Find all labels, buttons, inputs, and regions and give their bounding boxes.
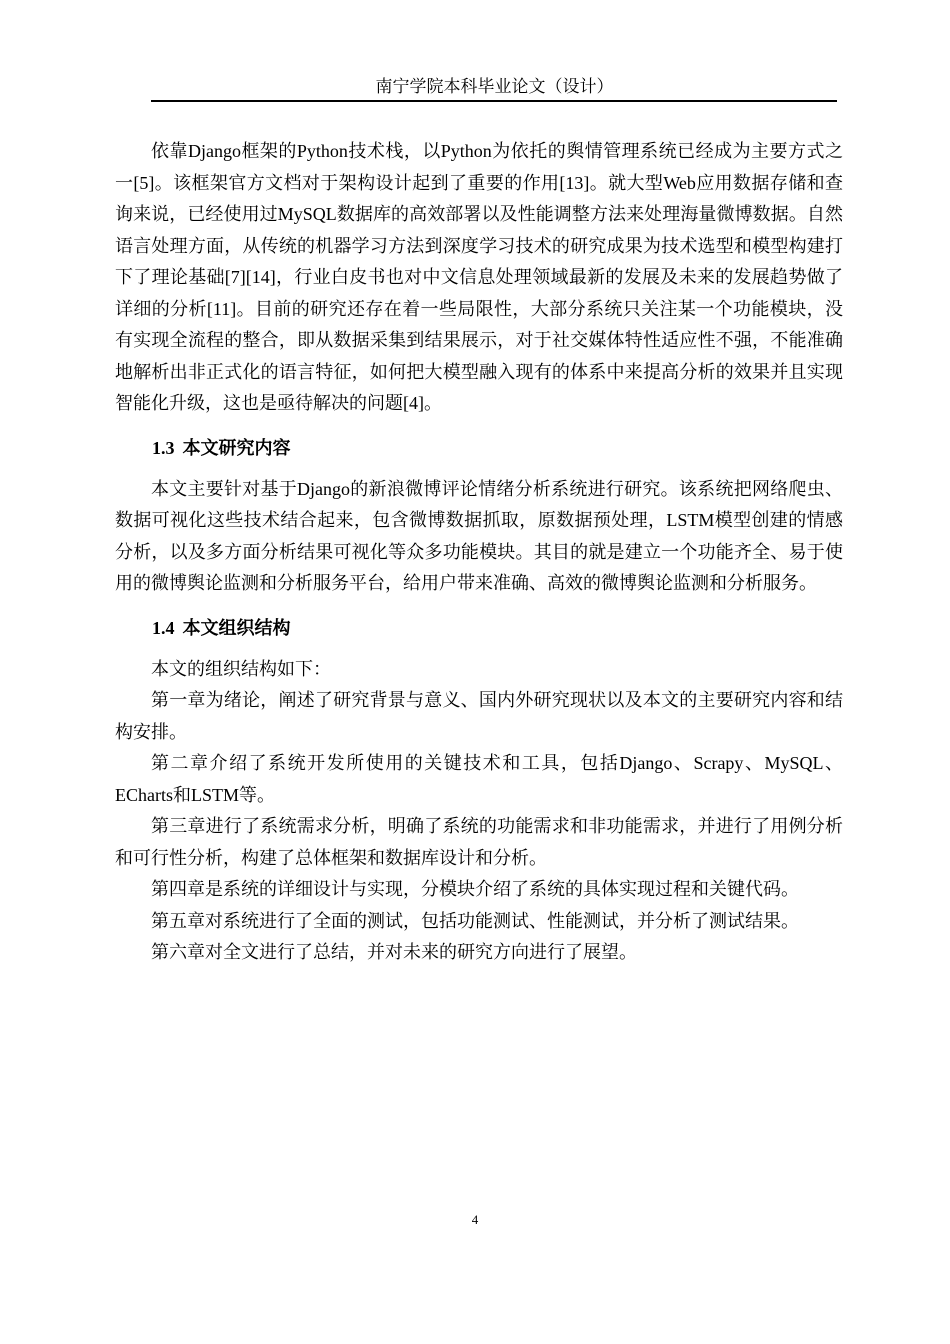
chapter-3-paragraph: 第三章进行了系统需求分析，明确了系统的功能需求和非功能需求，并进行了用例分析和可行性分析，构建了总体框架和数据库设计和分析。 [115, 816, 843, 868]
chapter-4-paragraph: 第四章是系统的详细设计与实现，分模块介绍了系统的具体实现过程和关键代码。 [151, 879, 799, 899]
chapter-2-paragraph: 第二章介绍了系统开发所使用的关键技术和工具，包括Django、Scrapy、MySQL、ECharts和LSTM等。 [115, 753, 843, 805]
section-number: 1.3 [152, 437, 175, 458]
section-heading-1-3 [115, 434, 843, 462]
chapter-6-paragraph: 第六章对全文进行了总结，并对未来的研究方向进行了展望。 [151, 942, 637, 962]
section-title: 本文研究内容 [182, 437, 291, 458]
running-header: 南宁学院本科毕业论文（设计） [375, 77, 614, 96]
header-rule [151, 100, 837, 102]
body-content [115, 136, 843, 969]
chapter-5-paragraph: 第五章对系统进行了全面的测试，包括功能测试、性能测试，并分析了测试结果。 [151, 910, 799, 931]
section-heading-1-4 [115, 614, 843, 642]
structure-intro-paragraph: 本文的组织结构如下： [151, 658, 331, 679]
section-number: 1.4 [152, 617, 175, 638]
chapter-1-paragraph: 第一章为绪论，阐述了研究背景与意义、国内外研究现状以及本文的主要研究内容和结构安排。 [115, 690, 843, 742]
page-number: 4 [471, 1212, 479, 1227]
section-title: 本文组织结构 [182, 617, 291, 638]
intro-paragraph: 依靠Django框架的Python技术栈，以Python为依托的舆情管理系统已经成为主要方式之一[5]。该框架官方文档对于架构设计起到了重要的作用[13]。就大型Web应用数据存储和查询来说，已经使用过MySQL数据库的高效部署以及性能调整方法来处理海量微博数据。自然语言处理方面，从传统的机器学习方法到深度学习技术的研究成果为技术选型和模型构建打下了理论基础[7][14]，行业白皮书也对中文信息处理领域最新的发展及未来的发展趋势做了详细的分析[11]。目前的研究还存在着一些局限性，大部分系统只关注某一个功能模块，没有实现全流程的整合，即从数据采集到结果展示，对于社交媒体特性适应性不强，不能准确地解析出非正式化的语言特征，如何把大模型融入现有的体系中来提高分析的效果并且实现智能化升级，这也是亟待解决的问题[4]。 [115, 141, 843, 413]
section-1-3-paragraph: 本文主要针对基于Django的新浪微博评论情绪分析系统进行研究。该系统把网络爬虫、数据可视化这些技术结合起来，包含微博数据抓取，原数据预处理，LSTM模型创建的情感分析，以及多方面分析结果可视化等众多功能模块。其目的就是建立一个功能齐全、易于使用的微博舆论监测和分析服务平台，给用户带来准确、高效的微博舆论监测和分析服务。 [115, 478, 843, 593]
